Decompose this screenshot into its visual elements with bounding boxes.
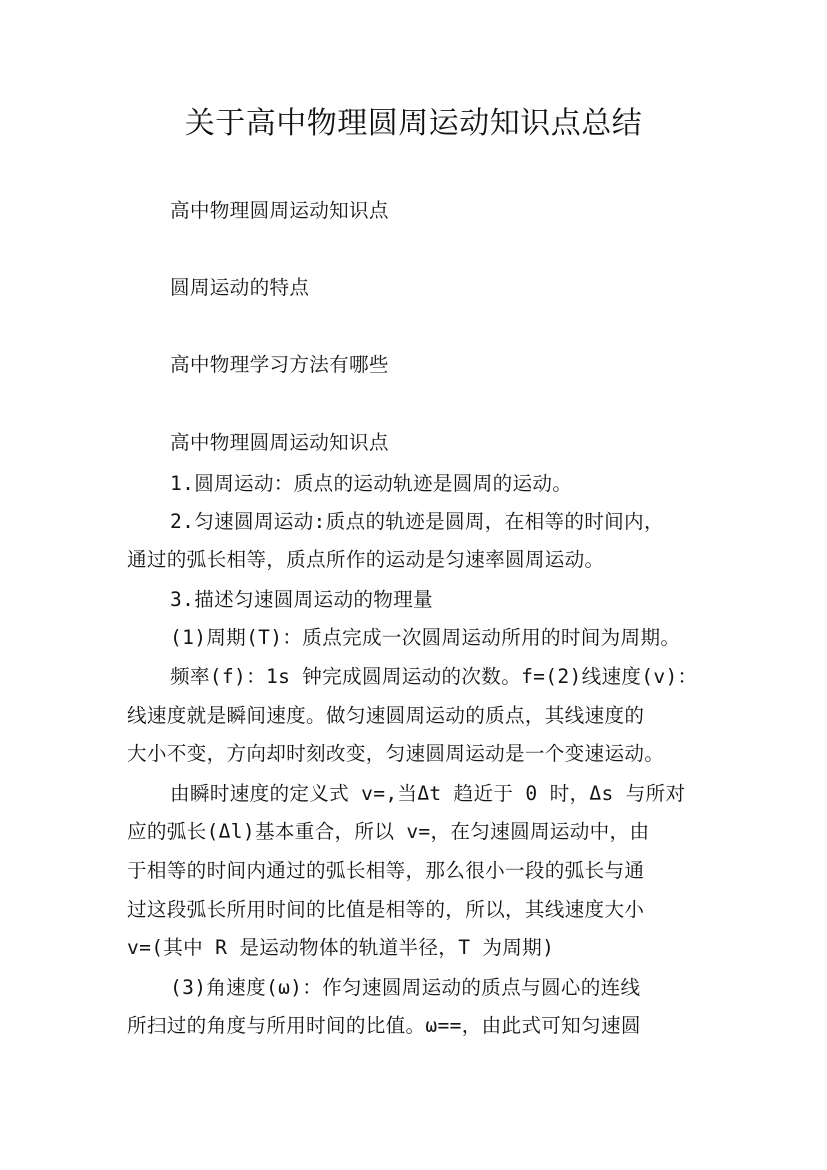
paragraph-line: 于相等的时间内通过的弧长相等，那么很小一段的弧长与通	[127, 859, 645, 882]
paragraph-line: 2.匀速圆周运动:质点的轨迹是圆周，在相等的时间内，	[170, 510, 664, 533]
toc-item-1[interactable]: 高中物理圆周运动知识点	[170, 199, 389, 222]
paragraph-line: 频率(f)：1s 钟完成圆周运动的次数。f=(2)线速度(v)：	[170, 665, 698, 688]
document-title: 关于高中物理圆周运动知识点总结	[184, 106, 643, 141]
paragraph-line: 由瞬时速度的定义式 v=,当Δt 趋近于 0 时，Δs 与所对	[170, 782, 686, 805]
paragraph-line: 应的弧长(Δl)基本重合，所以 v=，在匀速圆周运动中，由	[127, 820, 650, 843]
paragraph-line: 线速度就是瞬间速度。做匀速圆周运动的质点，其线速度的	[127, 704, 645, 727]
toc-item-3[interactable]: 高中物理学习方法有哪些	[170, 353, 389, 376]
paragraph-line: v=(其中 R 是运动物体的轨道半径，T 为周期)	[127, 936, 555, 959]
paragraph-line: 1.圆周运动：质点的运动轨迹是圆周的运动。	[170, 472, 573, 495]
paragraph-line: 所扫过的角度与所用时间的比值。ω==，由此式可知匀速圆	[127, 1014, 641, 1037]
paragraph-line: 通过的弧长相等，质点所作的运动是匀速率圆周运动。	[127, 548, 605, 571]
paragraph-line: (1)周期(T)：质点完成一次圆周运动所用的时间为周期。	[170, 626, 681, 649]
section-heading: 高中物理圆周运动知识点	[170, 431, 389, 454]
paragraph-line: 3.描述匀速圆周运动的物理量	[170, 588, 433, 611]
paragraph-line: (3)角速度(ω)：作匀速圆周运动的质点与圆心的连线	[170, 976, 641, 999]
paragraph-line: 过这段弧长所用时间的比值是相等的，所以，其线速度大小	[127, 898, 645, 921]
toc-item-2[interactable]: 圆周运动的特点	[170, 276, 310, 299]
paragraph-line: 大小不变，方向却时刻改变，匀速圆周运动是一个变速运动。	[127, 742, 665, 765]
